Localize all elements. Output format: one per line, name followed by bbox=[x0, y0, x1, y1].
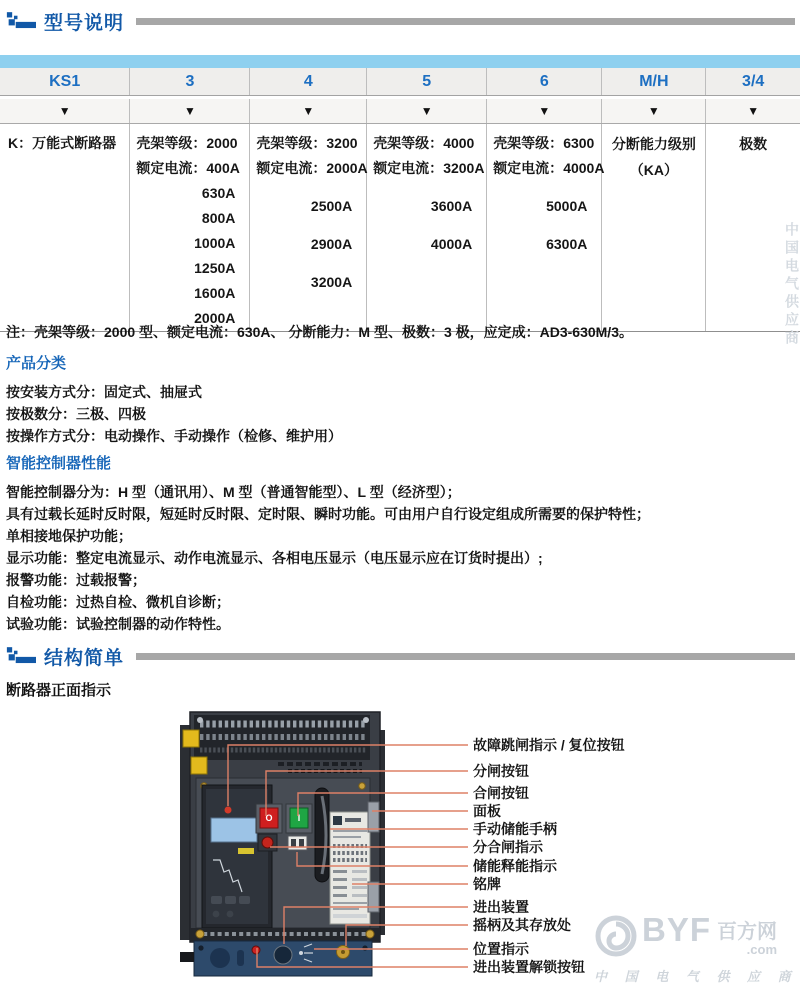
close-button-label: 合闸按钮 bbox=[473, 785, 529, 801]
section-header-rule bbox=[136, 653, 795, 660]
controller-line: 显示功能：整定电流显示、动作电流显示、各相电压显示（电压显示应在订货时提出）; bbox=[6, 550, 543, 566]
section-header-rule bbox=[136, 18, 795, 25]
table-header-cell: 4 bbox=[250, 68, 367, 95]
table-cell-frame-6300: 壳架等级： 6300 额定电流： 4000A 5000A 6300A bbox=[487, 124, 602, 331]
table-header-cell: M/H bbox=[602, 68, 706, 95]
close-button bbox=[286, 804, 312, 833]
controller-line: 具有过载长延时反时限，短延时反时限、定时限、瞬时功能。可由用户自行设定组成所需要的保护特性； bbox=[6, 506, 650, 522]
byf-brand-text: BYF bbox=[642, 911, 711, 948]
manual-charge-handle-label: 手动储能手柄 bbox=[473, 821, 557, 837]
open-button bbox=[256, 804, 282, 833]
table-cell-frame-4000: 壳架等级： 4000 额定电流： 3200A 3600A 4000A bbox=[367, 124, 487, 331]
table-cell-poles: 极数 bbox=[739, 136, 768, 152]
classification-line: 按安装方式分：固定式、抽屉式 bbox=[6, 384, 202, 400]
table-header-cell: KS1 bbox=[0, 68, 130, 95]
table-header-row bbox=[0, 68, 800, 96]
down-arrow-icon: ▼ bbox=[487, 99, 602, 123]
open-close-indicator-label: 分合闸指示 bbox=[473, 839, 543, 855]
table-cell-frame-3200: 壳架等级： 3200 额定电流： 2000A 2500A 2900A 3200A bbox=[250, 124, 367, 331]
energy-storage-indicator-label: 储能释能指示 bbox=[473, 858, 557, 874]
byf-watermark bbox=[594, 911, 799, 985]
yellow-label-sticker bbox=[183, 730, 199, 747]
down-arrow-icon: ▼ bbox=[250, 99, 367, 123]
table-header-cell: 6 bbox=[487, 68, 602, 95]
down-arrow-icon: ▼ bbox=[602, 99, 706, 123]
section-header-model bbox=[6, 8, 795, 34]
product-classification-block bbox=[6, 352, 342, 447]
table-cell-breaking-capacity: 分断能力级别 （KA） bbox=[602, 124, 706, 331]
section-title-model: 型号说明 bbox=[44, 12, 125, 34]
controller-line: 报警功能：过载报警； bbox=[6, 572, 146, 588]
svg-text:O: O bbox=[265, 813, 273, 823]
svg-text:I: I bbox=[297, 813, 301, 823]
controller-line: 自检功能：过热自检、微机自诊断； bbox=[6, 594, 230, 610]
rocking-handle-label: 摇柄及其存放处 bbox=[473, 917, 571, 933]
open-button-label: 分闸按钮 bbox=[473, 763, 529, 779]
table-arrow-row bbox=[0, 99, 800, 124]
nameplate-label: 铭牌 bbox=[473, 876, 501, 892]
drawout-bottom-panel bbox=[194, 941, 372, 976]
table-header-cell: 3 bbox=[130, 68, 250, 95]
diagram-subtitle: 断路器正面指示 bbox=[6, 682, 112, 699]
byf-logo-icon bbox=[594, 914, 638, 958]
down-arrow-icon: ▼ bbox=[0, 99, 130, 123]
byf-site-text: 百方网 bbox=[717, 921, 777, 943]
down-arrow-icon: ▼ bbox=[367, 99, 487, 123]
controller-line: 单相接地保护功能； bbox=[6, 528, 132, 544]
yellow-label-sticker bbox=[191, 757, 207, 774]
energy-storage-indicator-window bbox=[288, 836, 307, 850]
down-arrow-icon: ▼ bbox=[130, 99, 250, 123]
fault-trip-reset-button bbox=[225, 807, 232, 814]
section-bullet-icon bbox=[6, 11, 36, 31]
position-indicator-label: 位置指示 bbox=[473, 941, 529, 957]
down-arrow-icon: ▼ bbox=[747, 104, 760, 118]
byf-slogan-text: 中 国 电 气 供 应 商 bbox=[594, 969, 798, 984]
byf-tld-text: .com bbox=[746, 942, 777, 957]
section-bullet-icon bbox=[6, 646, 36, 666]
breaker-photo bbox=[180, 712, 385, 976]
classification-line: 按操作方式分：电动操作、手动操作（检修、维护用） bbox=[6, 428, 342, 444]
fault-trip-reset-label: 故障跳闸指示 / 复位按钮 bbox=[473, 737, 625, 753]
section-title-structure: 结构简单 bbox=[44, 647, 125, 669]
table-body-row bbox=[0, 124, 800, 332]
drawout-device-aperture bbox=[274, 946, 292, 964]
controller-line: 智能控制器分为：H 型（通讯用）、M 型（普通智能型）、L 型（经济型）； bbox=[6, 484, 461, 500]
classification-line: 按极数分：三极、四极 bbox=[6, 406, 146, 422]
table-cell-frame-2000: 壳架等级： 2000 额定电流： 400A 630A 800A 1000A 1250A 1600A 2000A bbox=[130, 124, 250, 331]
classification-title: 产品分类 bbox=[6, 355, 67, 372]
drawout-unlock-button bbox=[252, 946, 260, 954]
table-header-cell: 5 bbox=[367, 68, 487, 95]
table-top-accent-bar bbox=[0, 55, 800, 68]
controller-line: 试验功能：试验控制器的动作特性。 bbox=[6, 616, 230, 632]
drawout-unlock-label: 进出装置解锁按钮 bbox=[473, 959, 585, 975]
panel-label: 面板 bbox=[473, 803, 501, 819]
section-header-structure bbox=[6, 643, 795, 669]
table-header-cell: 3/4 bbox=[742, 73, 765, 90]
breaker-front-diagram bbox=[0, 700, 800, 984]
drawout-device-label: 进出装置 bbox=[473, 899, 529, 915]
model-code-table bbox=[0, 55, 800, 332]
table-cell-breaker-type: K：万能式断路器 bbox=[0, 124, 130, 331]
side-watermark: 中国电气供应商 bbox=[784, 222, 800, 348]
table-note: 注：壳架等级：2000 型、额定电流：630A、 分断能力：M 型、极数：3 极，应定成：AD3-630M/3。 bbox=[6, 324, 633, 340]
controller-performance-block bbox=[6, 452, 650, 635]
controller-title: 智能控制器性能 bbox=[6, 455, 112, 472]
